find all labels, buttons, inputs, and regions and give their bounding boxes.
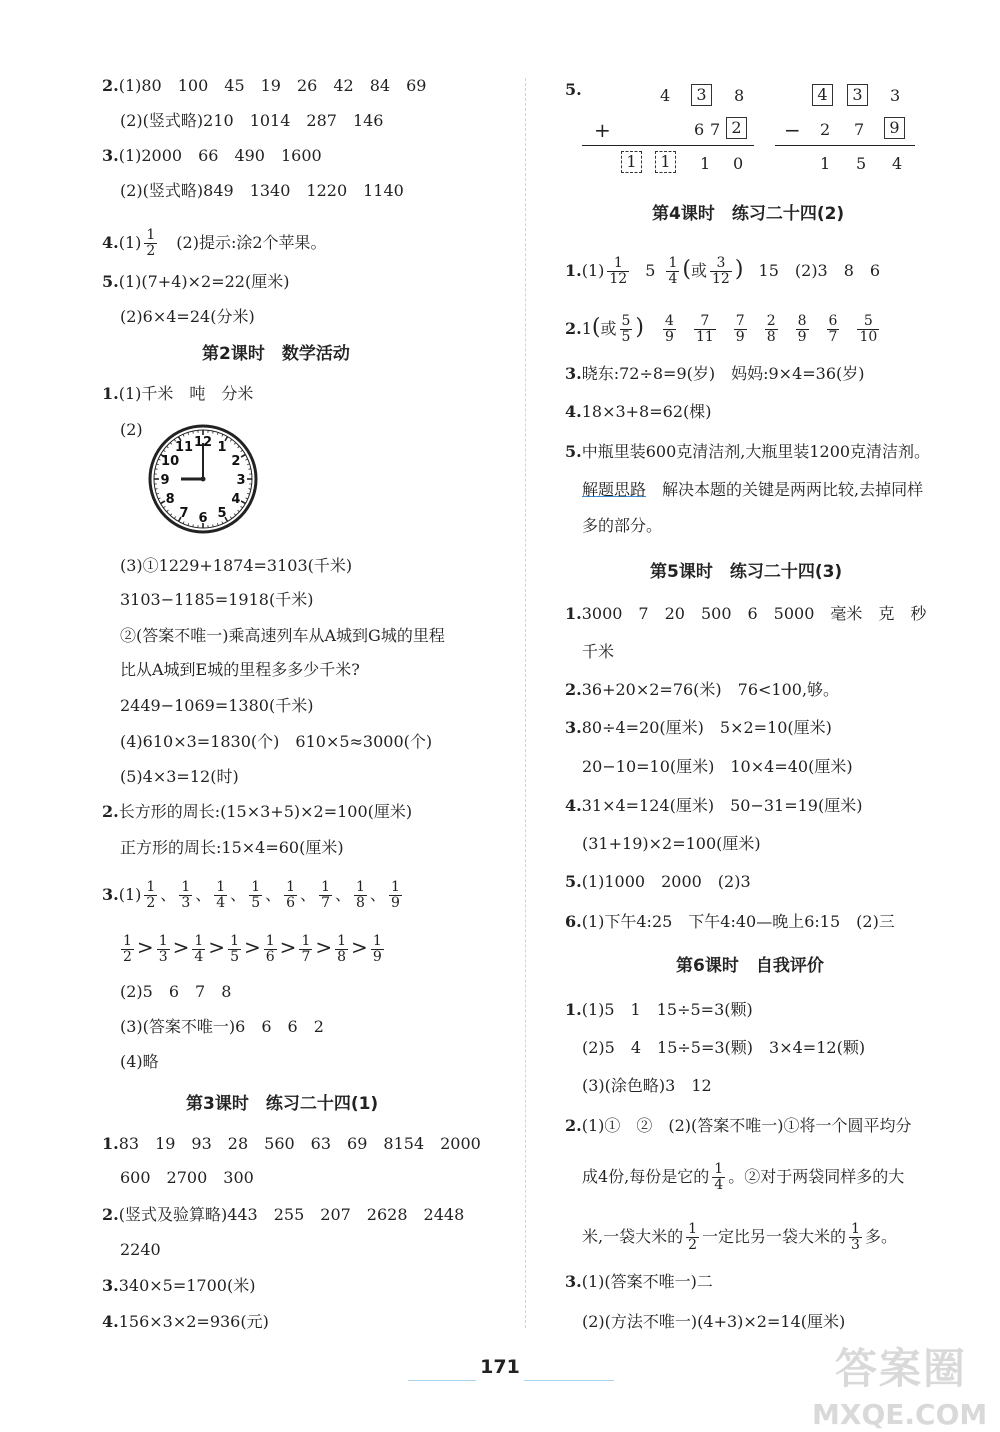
answer-line: 1.(1) $\frac{1}{12}$ 5 $\frac{1}{4}$ (或 $\frac{3}{12}$ ) 15 (2)3 8 6 [565, 255, 881, 287]
column-divider [525, 78, 526, 1328]
section-heading: 第5课时 练习二十四(3) [650, 562, 843, 582]
fraction [663, 314, 676, 345]
fraction [710, 256, 732, 287]
answer-line [565, 604, 926, 624]
item-number: 4. [565, 796, 582, 815]
clock-tick [193, 525, 194, 527]
answer-line: (2)(方法不唯一)(4+3)×2=14(厘米) [582, 1312, 846, 1331]
denominator: 4 [194, 949, 204, 965]
item-number: 4. [102, 233, 119, 252]
answer-line: (31+19)×2=100(厘米) [582, 834, 761, 853]
digit: 1 [700, 154, 711, 173]
answer-line: (3)①1229+1874=3103(千米) [120, 556, 353, 575]
digit: 4 [892, 154, 903, 173]
denominator: 2 [123, 949, 132, 965]
clock-numeral: 7 [179, 505, 189, 521]
item-number: 3. [102, 1276, 119, 1295]
answer-line: (2)(竖式略)210 1014 287 146 [120, 111, 384, 130]
answer-text: (1) [118, 885, 142, 904]
answer-text: 成4份,每份是它的 [582, 1167, 710, 1186]
answer-line: ②(答案不唯一)乘高速列车从A城到G城的里程 [120, 626, 445, 645]
section-heading: 第4课时 练习二十四(2) [652, 204, 845, 224]
numerator: 4 [665, 313, 674, 329]
numerator: 1 [194, 933, 204, 949]
digit: 0 [733, 154, 744, 173]
fraction [765, 314, 778, 345]
numerator: 1 [607, 256, 629, 272]
watermark-url: MXQE.COM [812, 1398, 988, 1431]
numerator: 1 [251, 879, 261, 895]
clock-tick [213, 525, 214, 527]
numerator: 1 [265, 933, 275, 949]
answer-box: 3 [691, 84, 712, 106]
answer-text: (1)(答案不唯一)二 [581, 1272, 713, 1291]
numerator: 1 [158, 933, 168, 949]
answer-line: 2.1(或 $\frac{5}{5}$ ) $\frac{4}{9}$ $\frac{7}{11}$ $\frac{7}{9}$ $\frac{2}{8}$ $\frac{8}{9}$ $\frac{6}{7}$ $\frac{5}{10}$ [565, 313, 878, 345]
item-number: 1. [102, 1134, 119, 1153]
answer-text: 83 19 93 28 560 63 69 8154 2000 [118, 1134, 481, 1153]
fraction [264, 934, 277, 965]
fraction [857, 314, 879, 345]
answer-text: 一定比另一袋大米的 [702, 1227, 847, 1246]
answer-line: 正方形的周长:15×4=60(厘米) [120, 838, 344, 857]
minus-sign: − [784, 118, 801, 142]
denominator: 6 [265, 949, 275, 965]
fraction [179, 880, 192, 911]
answer-line: (3)(答案不唯一)6 6 6 2 [120, 1017, 324, 1036]
clock-numeral: 11 [174, 440, 194, 456]
denominator: 7 [828, 329, 838, 345]
answer-line [102, 228, 327, 259]
fraction [214, 880, 227, 911]
answer-line [565, 680, 839, 700]
denominator: 2 [688, 1237, 698, 1253]
clock-tick [155, 489, 157, 490]
denominator: 9 [372, 949, 382, 965]
box-digit [691, 84, 712, 106]
digit: 1 [820, 154, 831, 173]
answer-line [565, 796, 862, 816]
item-number: 6. [565, 912, 582, 931]
answer-line [565, 1272, 713, 1292]
digit: 2 [820, 120, 831, 139]
answer-line [582, 1222, 897, 1253]
item-number: 2. [102, 802, 119, 821]
answer-line [102, 76, 426, 96]
answer-text: (1)80 100 45 19 26 42 84 69 [118, 76, 427, 95]
denominator: 2 [146, 243, 156, 259]
numerator: 1 [321, 879, 330, 895]
answer-text: (1)(7+4)×2=22(厘米) [118, 272, 290, 291]
numerator: 5 [857, 314, 879, 330]
answer-line: 2449−1069=1380(千米) [120, 696, 314, 715]
answer-text: 31×4=124(厘米) 50−31=19(厘米) [581, 796, 863, 815]
answer-line [565, 364, 865, 384]
answer-line [565, 1116, 912, 1136]
fraction [686, 1222, 699, 1253]
fraction [228, 934, 241, 965]
numerator: 5 [621, 313, 631, 329]
fraction [712, 1162, 725, 1193]
denominator: 3 [851, 1237, 860, 1253]
solution-tag: 解题思路 [582, 480, 647, 499]
answer-text: 长方形的周长:(15×3+5)×2=100(厘米) [118, 802, 413, 821]
answer-box: 3 [847, 84, 868, 106]
answer-line: (2)(竖式略)849 1340 1220 1140 [120, 181, 404, 200]
denominator: 12 [609, 271, 628, 287]
answer-line [102, 1205, 464, 1225]
answer-text: (竖式及验算略)443 255 207 2628 2448 [118, 1205, 465, 1224]
answer-line [102, 1276, 255, 1296]
clock-numeral: 8 [165, 492, 175, 507]
answer-line: (4)略 [120, 1052, 159, 1071]
numerator: 1 [688, 1221, 698, 1237]
answer-text: (2)提示:涂2个苹果。 [160, 233, 327, 252]
numerator: 7 [694, 314, 716, 330]
fraction [666, 256, 679, 287]
section-heading: 第6课时 自我评价 [676, 956, 824, 976]
answer-text: 340×5=1700(米) [118, 1276, 256, 1295]
denominator: 3 [181, 895, 191, 911]
fraction [389, 880, 402, 911]
answer-text: 多。 [864, 1227, 897, 1246]
answer-line: 2240 [120, 1240, 161, 1259]
fraction-list: $\frac{1}{2}$ 、 $\frac{1}{3}$ 、 $\frac{1}{4}$ 、 $\frac{1}{5}$ 、 $\frac{1}{6}$ 、 $\frac{1}{7}$ 、 $\frac{1}{8}$ 、 $\frac{1}{9}$ [146, 879, 400, 911]
fraction [192, 934, 205, 965]
digit: 6 [694, 120, 705, 139]
clock-numeral: 6 [198, 511, 208, 526]
answer-text: (1)2000 66 490 1600 [118, 146, 322, 165]
sum-line [582, 145, 754, 146]
answer-text: (1)千米 吨 分米 [118, 384, 254, 403]
box-digit [655, 151, 676, 173]
numerator: 1 [851, 1221, 860, 1237]
numerator: 1 [123, 933, 132, 949]
fraction [694, 314, 716, 345]
fraction [827, 314, 840, 345]
fraction [335, 934, 348, 965]
answer-line [565, 442, 930, 462]
answer-line: 比从A城到E城的里程多多少千米? [120, 660, 360, 679]
answer-line [565, 718, 832, 738]
fraction [796, 314, 809, 345]
item-number: 5. [565, 872, 582, 891]
answer-text: (1)5 1 15÷5=3(颗) [581, 1000, 753, 1019]
item-number: 3. [102, 146, 119, 165]
answer-text: 或 [691, 261, 708, 280]
difference-line [775, 145, 915, 146]
denominator: 7 [321, 895, 330, 911]
fraction [249, 880, 262, 911]
item-number: 4. [102, 1312, 119, 1331]
answer-line: (5)4×3=12(时) [120, 767, 239, 786]
answer-text: 或 [600, 319, 617, 338]
answer-line: 多的部分。 [582, 516, 663, 535]
answer-line: (2)6×4=24(分米) [120, 307, 255, 326]
section-heading: 第2课时 数学活动 [202, 344, 350, 364]
answer-text: (1)下午4:25 下午4:40—晚上6:15 (2)三 [581, 912, 895, 931]
answer-line: (4)610×3=1830(个) 610×5≈3000(个) [120, 732, 433, 751]
box-digit [884, 117, 905, 139]
fraction [299, 934, 312, 965]
fraction [354, 880, 367, 911]
answer-box: 4 [812, 84, 833, 106]
watermark-logo: 答案圈 [835, 1344, 968, 1393]
numerator: 1 [230, 933, 239, 949]
numerator: 1 [714, 1161, 724, 1177]
clock-tick [193, 431, 194, 433]
answer-text: 36+20×2=76(米) 76<100,够。 [581, 680, 840, 699]
answer-line [565, 912, 895, 932]
numerator: 1 [181, 879, 191, 895]
answer-line: 600 2700 300 [120, 1168, 254, 1187]
answer-box: 1 [655, 151, 676, 173]
denominator: 4 [714, 1177, 724, 1193]
answer-box: 2 [726, 117, 747, 139]
fraction [620, 314, 633, 345]
item-number: 5. [565, 80, 582, 99]
answer-line [582, 1162, 904, 1193]
digit: 4 [660, 86, 671, 105]
clock-numeral: 9 [160, 473, 170, 488]
item-number: 2. [565, 1116, 582, 1135]
clock-numeral: 5 [217, 505, 227, 521]
fraction [121, 934, 134, 965]
digit: 8 [734, 86, 745, 105]
clock-numeral: 1 [217, 440, 227, 456]
answer-text: 5 [645, 261, 656, 280]
denominator: 2 [146, 895, 156, 911]
denominator: 10 [859, 329, 878, 345]
answer-text: 解决本题的关键是两两比较,去掉同样 [646, 480, 924, 499]
answer-line: (2) [120, 420, 143, 439]
numerator: 8 [797, 313, 807, 329]
answer-line [102, 146, 322, 166]
answer-line [102, 802, 412, 822]
denominator: 11 [695, 329, 714, 345]
numerator: 7 [735, 313, 745, 329]
answer-line [582, 480, 923, 500]
clock-tick [213, 431, 214, 433]
page-number-rule-right [524, 1380, 614, 1381]
numerator: 1 [146, 879, 156, 895]
answer-line [102, 272, 289, 292]
answer-text: (1) [581, 261, 605, 280]
item-number: 1. [565, 1000, 582, 1019]
denominator: 9 [665, 329, 674, 345]
fraction [319, 880, 332, 911]
answer-line [102, 1312, 269, 1332]
denominator: 5 [621, 329, 631, 345]
denominator: 4 [216, 895, 226, 911]
item-number: 3. [565, 364, 582, 383]
denominator: 3 [158, 949, 168, 965]
digit: 3 [890, 86, 901, 105]
answer-text: 。②对于两袋同样多的大 [728, 1167, 905, 1186]
numerator: 1 [301, 933, 311, 949]
fraction [849, 1222, 862, 1253]
denominator: 9 [390, 895, 400, 911]
fraction [144, 880, 157, 911]
box-digit [847, 84, 868, 106]
numerator: 1 [216, 879, 226, 895]
fraction [284, 880, 297, 911]
item-number: 5. [565, 442, 582, 461]
item-number: 1. [565, 261, 582, 280]
answer-text: 3000 7 20 500 6 5000 毫米 克 秒 [581, 604, 927, 623]
digit: 7 [854, 120, 865, 139]
denominator: 5 [230, 949, 239, 965]
answer-text: 晓东:72÷8=9(岁) 妈妈:9×4=36(岁) [581, 364, 865, 383]
denominator: 4 [668, 271, 678, 287]
denominator: 5 [251, 895, 261, 911]
numerator: 1 [390, 879, 400, 895]
answer-line: (2)5 4 15÷5=3(颗) 3×4=12(颗) [582, 1038, 866, 1057]
section-heading: 第3课时 练习二十四(1) [186, 1094, 379, 1114]
answer-text: 15 (2)3 8 6 [758, 261, 881, 280]
fraction [371, 934, 384, 965]
answer-box: 1 [621, 151, 642, 173]
item-number: 4. [565, 402, 582, 421]
digit: 5 [856, 154, 867, 173]
answer-line [102, 384, 253, 404]
numerator: 1 [337, 933, 347, 949]
denominator: 8 [356, 895, 365, 911]
answer-line [565, 872, 751, 892]
answer-line: (3)(涂色略)3 12 [582, 1076, 712, 1095]
item-number: 1. [565, 604, 582, 623]
answer-box: 9 [884, 117, 905, 139]
page-number-rule-left [408, 1380, 476, 1381]
numerator: 1 [356, 879, 365, 895]
answer-line: 20−10=10(厘米) 10×4=40(厘米) [582, 757, 853, 776]
denominator: 7 [301, 949, 311, 965]
numerator: 1 [668, 255, 678, 271]
box-digit [726, 117, 747, 139]
page-number: 171 [480, 1356, 520, 1378]
answer-text: 80÷4=20(厘米) 5×2=10(厘米) [581, 718, 832, 737]
digit: 7 [710, 120, 721, 139]
answer-text: 中瓶里装600克清洁剂,大瓶里装1200克清洁剂。 [581, 442, 931, 461]
fraction [607, 256, 629, 287]
numerator: 2 [766, 313, 776, 329]
answer-line [565, 1000, 753, 1020]
answer-text: 18×3+8=62(棵) [581, 402, 712, 421]
item-number: 2. [565, 680, 582, 699]
answer-text: 米,一袋大米的 [582, 1227, 684, 1246]
numerator: 1 [286, 879, 296, 895]
item-number: 2. [102, 76, 119, 95]
clock-face-icon [145, 423, 261, 535]
answer-text: (1)① ② (2)(答案不唯一)①将一个圆平均分 [581, 1116, 912, 1135]
answer-text: (1) [118, 233, 142, 252]
numerator: 6 [828, 313, 838, 329]
answer-line [102, 1134, 481, 1154]
fraction-comparison: $\frac{1}{2}$ > $\frac{1}{3}$ > $\frac{1}{4}$ > $\frac{1}{5}$ > $\frac{1}{6}$ > $\frac{1}{7}$ > $\frac{1}{8}$ > $\frac{1}{9}$ [123, 933, 382, 965]
clock-numeral: 2 [231, 454, 241, 469]
numerator: 3 [710, 256, 732, 272]
clock-tick [155, 469, 157, 470]
item-number: 3. [565, 1272, 582, 1291]
plus-sign: + [594, 118, 611, 142]
answer-text: (1)1000 2000 (2)3 [581, 872, 751, 891]
answer-line [102, 880, 405, 911]
item-number: 2. [565, 319, 582, 338]
numerator: 1 [372, 933, 382, 949]
clock-numeral: 10 [161, 454, 180, 469]
denominator: 12 [712, 271, 730, 287]
fraction [734, 314, 747, 345]
denominator: 6 [286, 895, 296, 911]
box-digit [812, 84, 833, 106]
numerator: 1 [146, 227, 156, 243]
item-number: 5. [102, 272, 119, 291]
answer-line [565, 402, 712, 422]
fraction [144, 228, 157, 259]
answer-text: 156×3×2=936(元) [118, 1312, 269, 1331]
clock-tick [249, 469, 251, 470]
item-number: 1. [102, 384, 119, 403]
denominator: 8 [766, 329, 776, 345]
answer-line: 千米 [582, 642, 615, 661]
item-number: 3. [102, 885, 119, 904]
fraction [157, 934, 170, 965]
clock-numeral: 3 [236, 473, 246, 488]
denominator: 8 [337, 949, 347, 965]
answer-line: 3103−1185=1918(千米) [120, 590, 314, 609]
box-digit [621, 151, 642, 173]
clock-numeral: 4 [231, 492, 241, 507]
item-number: 2. [102, 1205, 119, 1224]
clock-tick [249, 489, 251, 490]
denominator: 9 [735, 329, 745, 345]
answer-line: (2)5 6 7 8 [120, 982, 232, 1001]
clock-numeral: 12 [193, 435, 213, 450]
denominator: 9 [797, 329, 807, 345]
item-number: 3. [565, 718, 582, 737]
answer-text: 1 [581, 319, 592, 338]
